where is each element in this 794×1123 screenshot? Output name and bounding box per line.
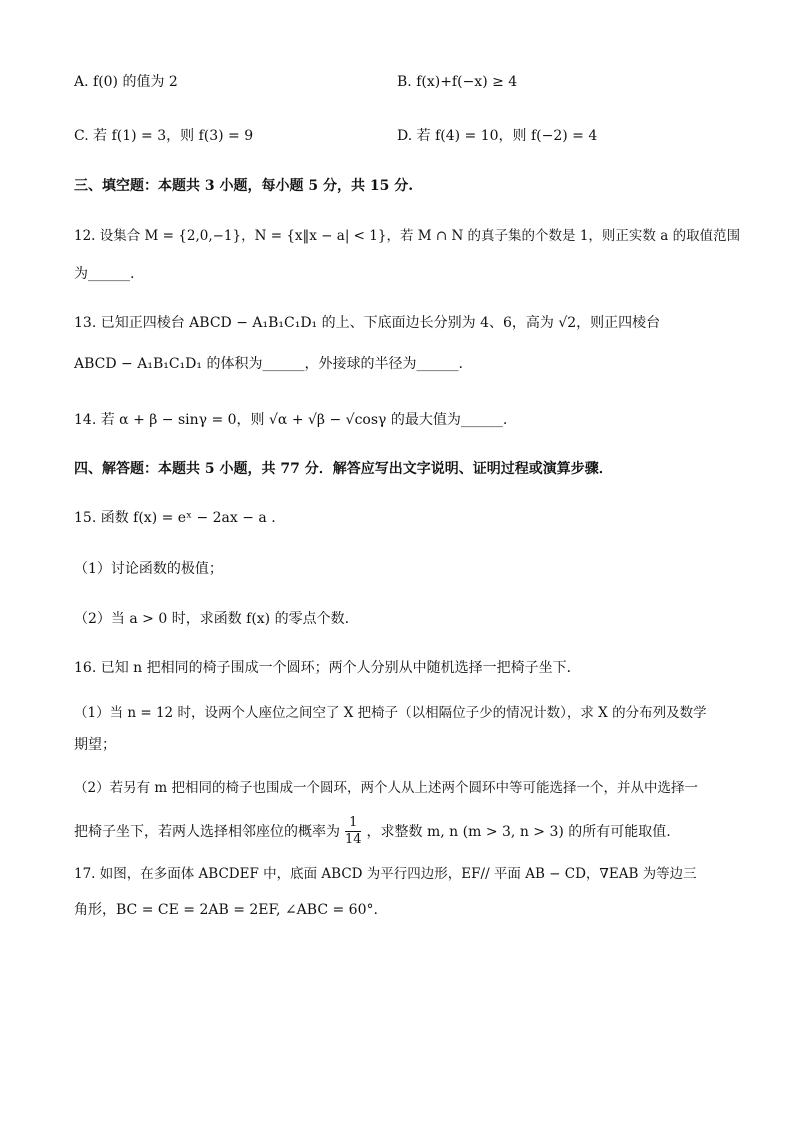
question-16-part-2-line-1: （2）若另有 m 把相同的椅子也围成一个圆环，两个人从上述两个圆环中等可能选择一个，并从中选择一 xyxy=(74,780,698,796)
probability-text-after: ，求整数 m, n (m > 3, n > 3) 的所有可能取值. xyxy=(366,823,671,840)
probability-fraction xyxy=(343,815,364,848)
section-heading-fill-blank: 三、填空题：本题共 3 小题，每小题 5 分，共 15 分. xyxy=(74,178,414,194)
probability-text-before: 把椅子坐下，若两人选择相邻座位的概率为 xyxy=(74,823,340,840)
option-a: A. f(0) 的值为 2 xyxy=(74,74,178,90)
question-15-stem: 15. 函数 f(x) = eˣ − 2ax − a . xyxy=(74,510,276,526)
question-17-line-1: 17. 如图，在多面体 ABCDEF 中，底面 ABCD 为平行四边形，EF// 平面 AB − CD，∇EAB 为等边三 xyxy=(74,866,697,882)
question-14: 14. 若 α + β − sinγ = 0，则 √α + √β − √cosγ 的最大值为______. xyxy=(74,412,508,428)
option-c: C. 若 f(1) = 3，则 f(3) = 9 xyxy=(74,128,254,144)
question-16-part-1-line-2: 期望； xyxy=(74,737,116,753)
question-16-stem: 16. 已知 n 把相同的椅子围成一个圆环；两个人分别从中随机选择一把椅子坐下． xyxy=(74,660,581,676)
question-13-line-1: 13. 已知正四棱台 ABCD − A₁B₁C₁D₁ 的上、下底面边长分别为 4、6，高为 √2，则正四棱台 xyxy=(74,315,661,331)
question-17-line-2: 角形，BC = CE = 2AB = 2EF, ∠ABC = 60°. xyxy=(74,902,378,918)
section-heading-solutions: 四、解答题：本题共 5 小题，共 77 分．解答应写出文字说明、证明过程或演算步骤． xyxy=(74,461,613,477)
fraction-numerator: 1 xyxy=(349,815,358,830)
question-15-part-2: （2）当 a > 0 时，求函数 f(x) 的零点个数. xyxy=(74,611,350,627)
question-16-part-1-line-1: （1）当 n = 12 时，设两个人座位之间空了 X 把椅子（以相隔位子少的情况计数），求 X 的分布列及数学 xyxy=(74,705,707,721)
fraction-denominator: 14 xyxy=(345,832,362,847)
question-13-line-2: ABCD − A₁B₁C₁D₁ 的体积为______，外接球的半径为______. xyxy=(74,356,463,372)
question-12-line-1: 12. 设集合 M = {2,0,−1}，N = {x‖x − a| < 1}，若 M ∩ N 的真子集的个数是 1，则正实数 a 的取值范围 xyxy=(74,228,741,244)
option-b: B. f(x)+f(−x) ≥ 4 xyxy=(397,74,518,90)
question-12-line-2: 为______. xyxy=(74,266,135,282)
option-d: D. 若 f(4) = 10，则 f(−2) = 4 xyxy=(397,128,598,144)
question-15-part-1: （1）讨论函数的极值； xyxy=(74,561,223,577)
question-16-part-2-line-2 xyxy=(74,815,671,848)
